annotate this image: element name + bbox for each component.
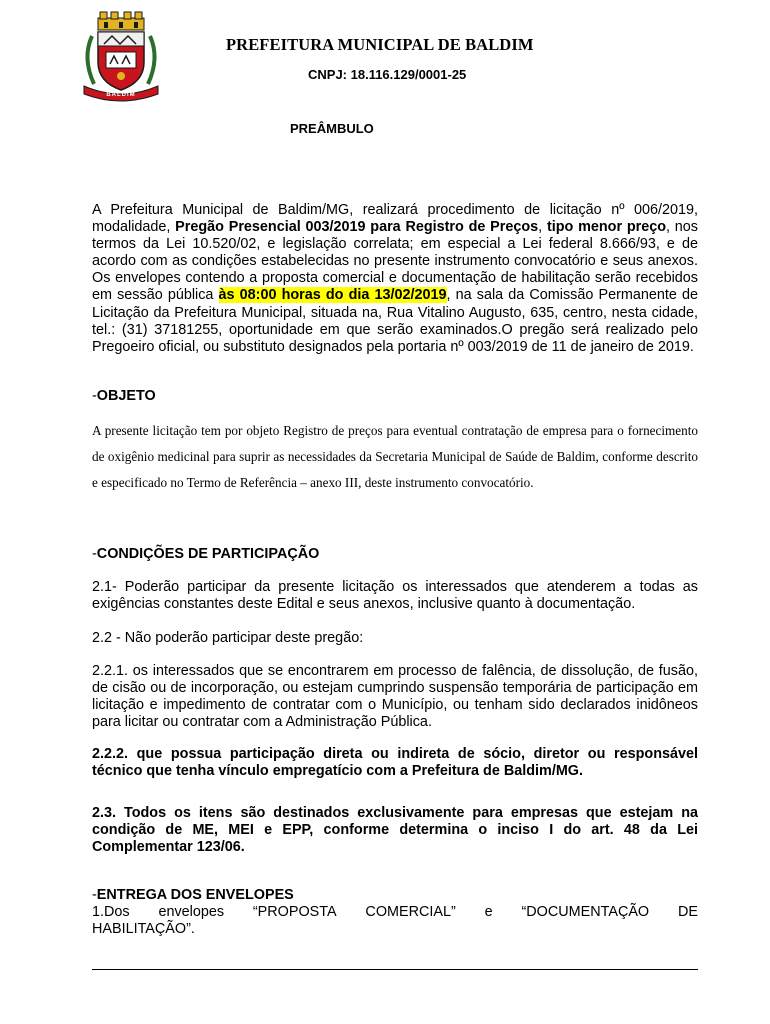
objeto-heading-label: OBJETO — [96, 388, 156, 404]
municipal-crest-logo — [78, 10, 164, 102]
modalidade-bold: Pregão Presencial 003/2019 para Registro de Preços — [175, 219, 539, 236]
entrega-word: DE — [677, 904, 698, 920]
condicoes-heading-label: CONDIÇÕES DE PARTICIPAÇÃO — [96, 546, 320, 562]
entrega-dash: - — [92, 887, 97, 903]
condicoes-dash: - — [92, 546, 97, 562]
condicoes-heading — [92, 546, 319, 562]
entrega-line-1 — [92, 904, 698, 920]
entrega-word: “DOCUMENTAÇÃO — [521, 904, 650, 920]
item-2-2-2: 2.2.2. que possua participação direta ou indireta de sócio, diretor ou responsável técnico que tenha vínculo empregatício com a Prefeitura de Baldim/MG. — [92, 746, 698, 780]
entrega-word: 1.Dos — [92, 904, 130, 920]
footer-divider — [92, 969, 698, 970]
item-2-3: 2.3. Todos os itens são destinados exclusivamente para empresas que estejam na condição de ME, MEI e EPP, conforme determina o inciso I do art. 48 da Lei Complementar 123/06. — [92, 805, 698, 856]
objeto-dash: - — [92, 388, 97, 404]
objeto-heading — [92, 388, 156, 404]
org-title: PREFEITURA MUNICIPAL DE BALDIM — [226, 35, 534, 54]
preambulo-paragraph — [92, 202, 698, 356]
entrega-line-2: HABILITAÇÃO”. — [92, 921, 195, 937]
crown-icon — [98, 12, 144, 30]
cnpj: CNPJ: 18.116.129/0001-25 — [308, 67, 467, 82]
crest-ribbon-text: BALDIM — [106, 92, 136, 98]
item-2-2: 2.2 - Não poderão participar deste pregão: — [92, 630, 364, 646]
entrega-word: COMERCIAL” — [365, 904, 456, 920]
entrega-heading-label: ENTREGA DOS ENVELOPES — [96, 887, 294, 903]
item-2-1: 2.1- Poderão participar da presente licitação os interessados que atenderem a todas as exigências constantes deste Edital e seus anexos, inclusive quanto à documentação. — [92, 579, 698, 613]
session-datetime-highlight: às 08:00 horas do dia 13/02/2019 — [218, 287, 447, 304]
preambulo-text-c: , — [538, 219, 547, 236]
preambulo-text-a: A Prefeitura Municipal de Baldim/MG, realizará procedimento de licitação nº 006/2019, modalidade, — [92, 202, 698, 236]
preambulo-title: PREÂMBULO — [290, 121, 374, 136]
entrega-word: envelopes — [158, 904, 225, 920]
preambulo-text-g: , na sala da Comissão Permanente de Licitação da Prefeitura Municipal, situada na, Rua Vitalino Augusto, 635, centro, nesta cidade, tel.: (31) 37181255, oportunidade em que serão examinados.O pregão será realizado pelo Pregoeiro oficial, ou substituto designados pela portaria nº 003/2019 de 11 de janeiro de 2019. — [92, 287, 698, 355]
entrega-heading — [92, 887, 294, 903]
preambulo-text-e: , nos termos da Lei 10.520/02, e legislação correlata; em especial a Lei federal 8.666/93, e de acordo com as condições estabelecidas no presente instrumento convocatório e seus anexos. Os envelopes contendo a proposta comercial e documentação de habilitação serão recebidos em sessão pública — [92, 219, 698, 304]
objeto-text: A presente licitação tem por objeto Registro de preços para eventual contratação de empresa para o fornecimento de oxigênio medicinal para suprir as necessidades da Secretaria Municipal de Saúde de Baldim, conforme descrito e especificado no Termo de Referência – anexo III, deste instrumento convocatório. — [92, 423, 698, 491]
item-2-2-1: 2.2.1. os interessados que se encontrarem em processo de falência, de dissolução, de fusão, de cisão ou de incorporação, ou estejam cumprindo suspensão temporária de participação em licitação e impedimento de contratar com o Município, ou tenham sido declarados inidôneos para licitar ou contratar com a Administração Pública. — [92, 663, 698, 731]
tipo-bold: tipo menor preço — [546, 219, 667, 236]
entrega-word: “PROPOSTA — [252, 904, 337, 920]
entrega-word: e — [484, 904, 493, 920]
